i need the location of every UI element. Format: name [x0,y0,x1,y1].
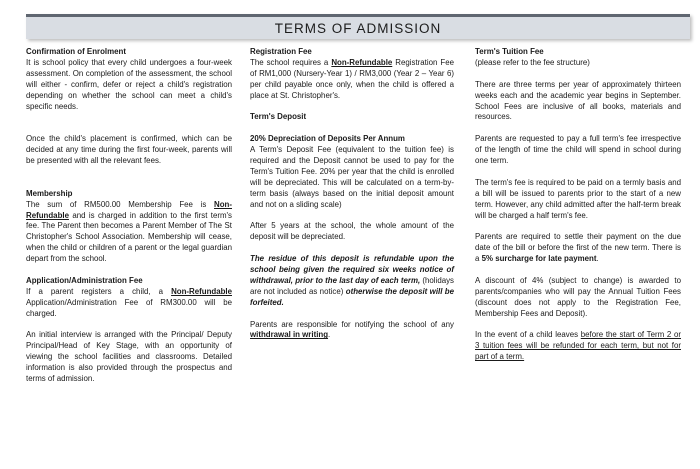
column-left [26,47,232,396]
heading-registration-fee: Registration Fee [250,47,312,56]
header-banner [26,14,690,39]
refund-terms-emphasis: before the start of Term 2 or 3 tuition fees will be refunded for each term, but not for part of a term. [475,330,681,362]
column-right [475,47,681,374]
paragraph-registration-fee: The school requires a Non-Refundable Registration Fee of RM1,000 (Nursery-Year 1) / RM3,000 (Year 2 – Year 6) per child payable once only, when the child is offered a place at St. Christopher's. [250,57,454,100]
paragraph-refer-fee-structure: (please refer to the fee structure) [475,57,590,67]
paragraph-termly-billing: The term's fee is required to be paid on a termly basis and a bill will be issued to parents prior to the start of a new term. However, any child admitted after the half-term break will be charged a half term's fee. [475,177,681,220]
paragraph-residue: The residue of this deposit is refundable upon the school being given the required six weeks notice of withdrawal, prior to the last day of each term, (holidays are not included as notice) otherwise the deposit will be forfeited. [250,254,454,307]
paragraph-refund-policy: In the event of a child leaves before the start of Term 2 or 3 tuition fees will be refunded for each term, but not for part of a term. [475,330,681,362]
heading-membership: Membership [26,188,73,198]
paragraph-five-years: After 5 years at the school, the whole amount of the deposit will be depreciated. [250,221,454,242]
paragraph-membership: The sum of RM500.00 Membership Fee is Non-Refundable and is charged in addition to the first term's fee. The Parent then becomes a Parent Member of The St Christopher's School Association. Membership will cease, when the child or children of a parent or the legal guardian depart from the school. [26,199,232,264]
paragraph-three-terms: There are three terms per year of approximately thirteen weeks each and the academic year begins in September. School Fees are inclusive of all books, materials and resources. [475,79,681,122]
surcharge-emphasis: 5% surcharge for late payment [481,254,597,264]
non-refundable-emphasis: Non-Refundable [331,57,393,67]
withdrawal-in-writing-emphasis: withdrawal in writing [250,330,329,340]
paragraph-application-fee: If a parent registers a child, a Non-Refundable Application/Administration Fee of RM300.00 will be charged. [26,286,232,318]
paragraph-withdrawal-notice: Parents are responsible for notifying the school of any withdrawal in writing. [250,319,454,340]
heading-depreciation: 20% Depreciation of Deposits Per Annum [250,134,405,144]
paragraph-discount: A discount of 4% (subject to change) is awarded to parents/companies who will pay the Annual Tuition Fees (discount does not apply to the Registration Fee, Membership Fees and Deposit). [475,275,681,318]
page-title: TERMS OF ADMISSION [274,20,442,36]
paragraph-full-term-fee: Parents are requested to pay a full term's fee irrespective of the length of time the child will spend in school during one term. [475,134,681,166]
paragraph-interview: An initial interview is arranged with the Principal/ Deputy Principal/Head of Key Stage, with an opportunity of viewing the school facilities and classrooms. Detailed information is also provided through the prospectus and terms of admission. [26,330,232,384]
heading-tuition-fee: Term's Tuition Fee [475,47,544,56]
non-refundable-emphasis: Non-Refundable [171,286,232,296]
heading-confirmation-of-enrolment: Confirmation of Enrolment [26,47,126,56]
column-middle [250,47,454,352]
heading-application-fee: Application/Administration Fee [26,275,143,285]
paragraph-late-payment: Parents are required to settle their payment on the due date of the bill or before the first of the new term. There is a 5% surcharge for late payment. [475,232,681,264]
paragraph-assessment: It is school policy that every child undergoes a four-week assessment. On completion of the assessment, the school will either - confirm, defer or reject a child's registration depending on whether the school can meet a child's specific needs. [26,57,232,111]
heading-terms-deposit: Term's Deposit [250,112,307,122]
non-refundable-emphasis: Non-Refundable [26,199,232,220]
paragraph-depreciation: A Term's Deposit Fee (equivalent to the tuition fee) is required and the Deposit cannot be used to pay for the Term's Tuition Fee. 20% per year that the child is enrolled will be depreciated. This will be calculated on a term-by-term basis (always based on the initial deposit amount and not on a sliding scale) [250,145,454,209]
paragraph-placement: Once the child's placement is confirmed, which can be decided at any time during the first four-week, parents will be presented with all the relevant fees. [26,134,232,166]
